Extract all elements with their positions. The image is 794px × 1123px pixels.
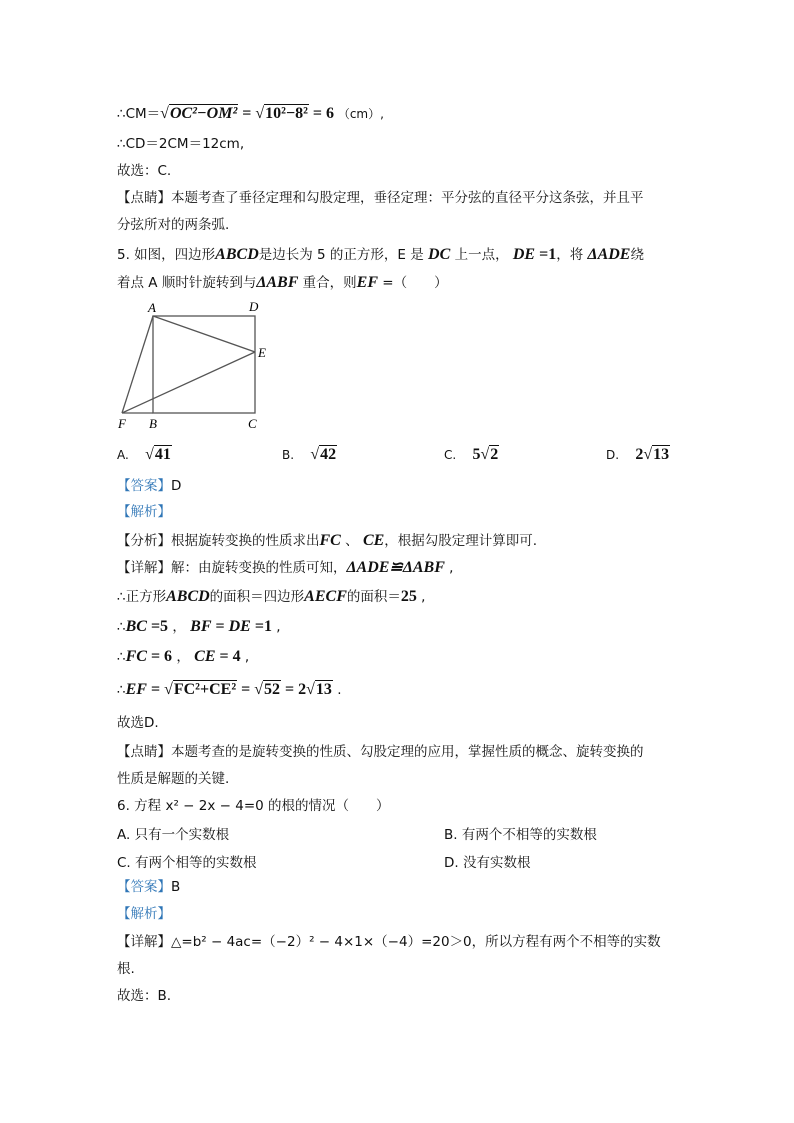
- text-segment: ，: [168, 619, 191, 635]
- radicand: 41: [154, 446, 171, 463]
- radical-sign: √: [164, 681, 173, 698]
- option-text: 没有实数根: [462, 855, 531, 871]
- square-root-expression: [160, 104, 238, 122]
- option-value: √41: [145, 446, 171, 463]
- segment-ae: [153, 316, 255, 352]
- square-root-expression: [164, 680, 237, 698]
- label-f: F: [118, 416, 126, 431]
- text-line: [117, 742, 644, 762]
- text-line: [117, 558, 453, 578]
- radicand: 13: [315, 681, 332, 698]
- option-value: 2√13: [635, 446, 670, 463]
- text-line: [117, 796, 390, 816]
- option-letter: C.: [117, 855, 131, 871]
- text-line: [117, 161, 171, 181]
- option-letter: A.: [117, 827, 131, 843]
- option-text: 只有一个实数根: [134, 827, 230, 843]
- text-segment: ∴: [117, 649, 126, 665]
- math-symbol: EF: [125, 681, 147, 698]
- text-segment: ∴: [117, 682, 126, 698]
- text-line: [117, 273, 448, 293]
- text-segment: 故选：B.: [117, 988, 172, 1004]
- text-line: [117, 904, 171, 924]
- text-segment: （cm）,: [334, 107, 384, 121]
- math-symbol: ABCD: [215, 246, 259, 263]
- segment-af: [122, 316, 153, 413]
- text-line: [117, 587, 425, 607]
- text-line: [117, 134, 244, 154]
- radical-sign: √: [255, 105, 265, 122]
- radicand: OC²−OM²: [169, 105, 238, 122]
- text-segment: ,: [240, 649, 250, 665]
- option-letter: A.: [117, 448, 129, 462]
- text-segment: 上一点，: [450, 247, 513, 263]
- math-value: =: [237, 681, 255, 698]
- math-symbol: DE: [228, 618, 251, 635]
- math-symbol: DE: [512, 246, 536, 263]
- square-root-expression: [254, 680, 281, 698]
- math-symbol: ΔABF: [256, 274, 299, 291]
- radicand: 10²−8²: [265, 105, 308, 122]
- text-segment: 绕: [630, 247, 644, 263]
- text-line: [117, 769, 229, 789]
- q5-option-c[interactable]: [444, 446, 499, 464]
- text-segment: 重合，则: [298, 275, 357, 291]
- q6-option-c[interactable]: [117, 851, 257, 871]
- section-tag: 【解析】: [117, 906, 171, 922]
- text-segment: ，: [172, 649, 195, 665]
- math-value: =1: [535, 246, 557, 263]
- math-symbol: CE: [362, 532, 385, 549]
- option-value: 5√2: [472, 446, 499, 463]
- option-letter: B.: [444, 827, 458, 843]
- option-text: 有两个不相等的实数根: [461, 827, 597, 843]
- radicand: 42: [320, 446, 337, 463]
- q5-option-d[interactable]: [606, 446, 670, 464]
- math-symbol: DC: [428, 246, 451, 263]
- option-letter: D.: [606, 448, 620, 462]
- math-symbol: ΔADE≌ΔABF: [346, 559, 445, 576]
- text-line: [117, 215, 229, 235]
- math-value: =1: [250, 618, 272, 635]
- text-segment: ∴CM＝: [117, 106, 161, 122]
- q6-option-a[interactable]: [117, 823, 229, 843]
- label-e: E: [258, 345, 266, 360]
- text-line: [117, 877, 180, 897]
- math-symbol: BC: [125, 618, 147, 635]
- math-symbol: FC: [125, 648, 147, 665]
- option-letter: C.: [444, 448, 457, 462]
- text-segment: 故选：C.: [117, 163, 172, 179]
- text-segment: B: [171, 879, 181, 895]
- section-tag: 【答案】: [117, 478, 171, 494]
- square-abcd: [153, 316, 255, 413]
- coef: 5: [472, 446, 481, 463]
- text-segment: 故选D.: [117, 715, 159, 731]
- radical-sign: √: [306, 681, 315, 698]
- math-value: =: [238, 105, 256, 122]
- math-symbol: EF: [356, 274, 379, 291]
- text-segment: 的面积＝: [346, 589, 401, 605]
- label-c: C: [248, 416, 257, 431]
- option-letter: D.: [444, 855, 459, 871]
- text-segment: 着点 A 顺时针旋转到与: [117, 275, 257, 291]
- math-symbol: BF: [190, 618, 212, 635]
- q5-option-b[interactable]: [282, 446, 337, 464]
- label-d: D: [249, 299, 259, 314]
- text-segment: 【点睛】本题考查了垂径定理和勾股定理，垂径定理：平分弦的直径平分这条弦，并且平: [117, 190, 644, 206]
- text-segment: 分弦所对的两条弧.: [117, 217, 230, 233]
- text-line: [117, 713, 159, 733]
- text-segment: 、: [340, 533, 363, 549]
- coef: 2: [635, 446, 644, 463]
- q6-option-d[interactable]: [444, 851, 530, 871]
- math-value: =5: [146, 618, 169, 635]
- text-line: [117, 104, 384, 124]
- text-segment: ,: [416, 589, 426, 605]
- text-line: [117, 188, 644, 208]
- text-segment: ∴正方形: [117, 589, 167, 605]
- text-segment: 的面积＝四边形: [209, 589, 305, 605]
- text-segment: 是边长为 5 的正方形，E 是: [258, 247, 429, 263]
- radical-sign: √: [254, 681, 264, 698]
- radical-sign: √: [160, 105, 169, 122]
- math-value: 25: [400, 588, 417, 605]
- text-segment: ∴: [117, 619, 126, 635]
- math-value: =: [146, 681, 165, 698]
- text-segment: =（ ）: [378, 275, 448, 291]
- segment-fe: [122, 352, 255, 413]
- math-value: = 2: [281, 681, 307, 698]
- math-symbol: CE: [194, 648, 216, 665]
- math-symbol: ABCD: [166, 588, 210, 605]
- text-line: [117, 502, 171, 522]
- text-line: [117, 986, 171, 1006]
- text-segment: 5. 如图，四边形: [117, 247, 216, 263]
- label-b: B: [149, 416, 157, 431]
- text-line: [117, 245, 644, 265]
- radicand: FC²+CE²: [173, 681, 237, 698]
- math-value: = 6: [146, 648, 173, 665]
- math-value: = 6: [308, 105, 334, 122]
- label-a: A: [148, 300, 156, 315]
- text-segment: 【详解】解：由旋转变换的性质可知，: [117, 560, 347, 576]
- text-segment: 性质是解题的关键.: [117, 771, 230, 787]
- q6-option-b[interactable]: [444, 823, 597, 843]
- text-line: [117, 617, 281, 637]
- square-root-expression: [255, 104, 309, 122]
- text-line: [117, 932, 661, 952]
- text-segment: ，根据勾股定理计算即可.: [384, 533, 538, 549]
- math-value: = 4: [215, 648, 241, 665]
- text-segment: 6. 方程 x² − 2x − 4=0 的根的情况（ ）: [117, 798, 390, 814]
- text-segment: ,: [271, 619, 281, 635]
- text-segment: ∴CD＝2CM＝12cm,: [117, 136, 245, 152]
- text-segment: 【详解】△=b² − 4ac=（−2）² − 4×1×（−4）=20＞0，所以方程有两个不相等的实数: [117, 934, 661, 950]
- text-segment: .: [332, 682, 342, 698]
- q5-option-a[interactable]: [117, 446, 172, 464]
- radicand: 2: [490, 446, 499, 463]
- math-symbol: ΔADE: [587, 246, 631, 263]
- math-symbol: AECF: [304, 588, 347, 605]
- math-value: =: [211, 618, 229, 635]
- square-figure: [110, 296, 280, 436]
- option-text: 有两个相等的实数根: [135, 855, 257, 871]
- math-symbol: FC: [319, 532, 341, 549]
- text-line: [117, 680, 342, 700]
- section-tag: 【解析】: [117, 504, 171, 520]
- text-segment: D: [171, 478, 182, 494]
- radicand: 13: [653, 446, 670, 463]
- text-segment: 根.: [117, 961, 135, 977]
- square-root-expression: [306, 680, 333, 698]
- text-segment: 【分析】根据旋转变换的性质求出: [117, 533, 320, 549]
- radicand: 52: [264, 681, 281, 698]
- text-line: [117, 531, 537, 551]
- text-line: [117, 959, 135, 979]
- text-segment: ，将: [556, 247, 588, 263]
- section-tag: 【答案】: [117, 879, 171, 895]
- text-segment: 【点睛】本题考查的是旋转变换的性质、勾股定理的应用，掌握性质的概念、旋转变换的: [117, 744, 644, 760]
- text-line: [117, 476, 181, 496]
- text-segment: ,: [444, 560, 454, 576]
- text-line: [117, 647, 249, 667]
- option-value: √42: [310, 446, 337, 463]
- option-letter: B.: [282, 448, 295, 462]
